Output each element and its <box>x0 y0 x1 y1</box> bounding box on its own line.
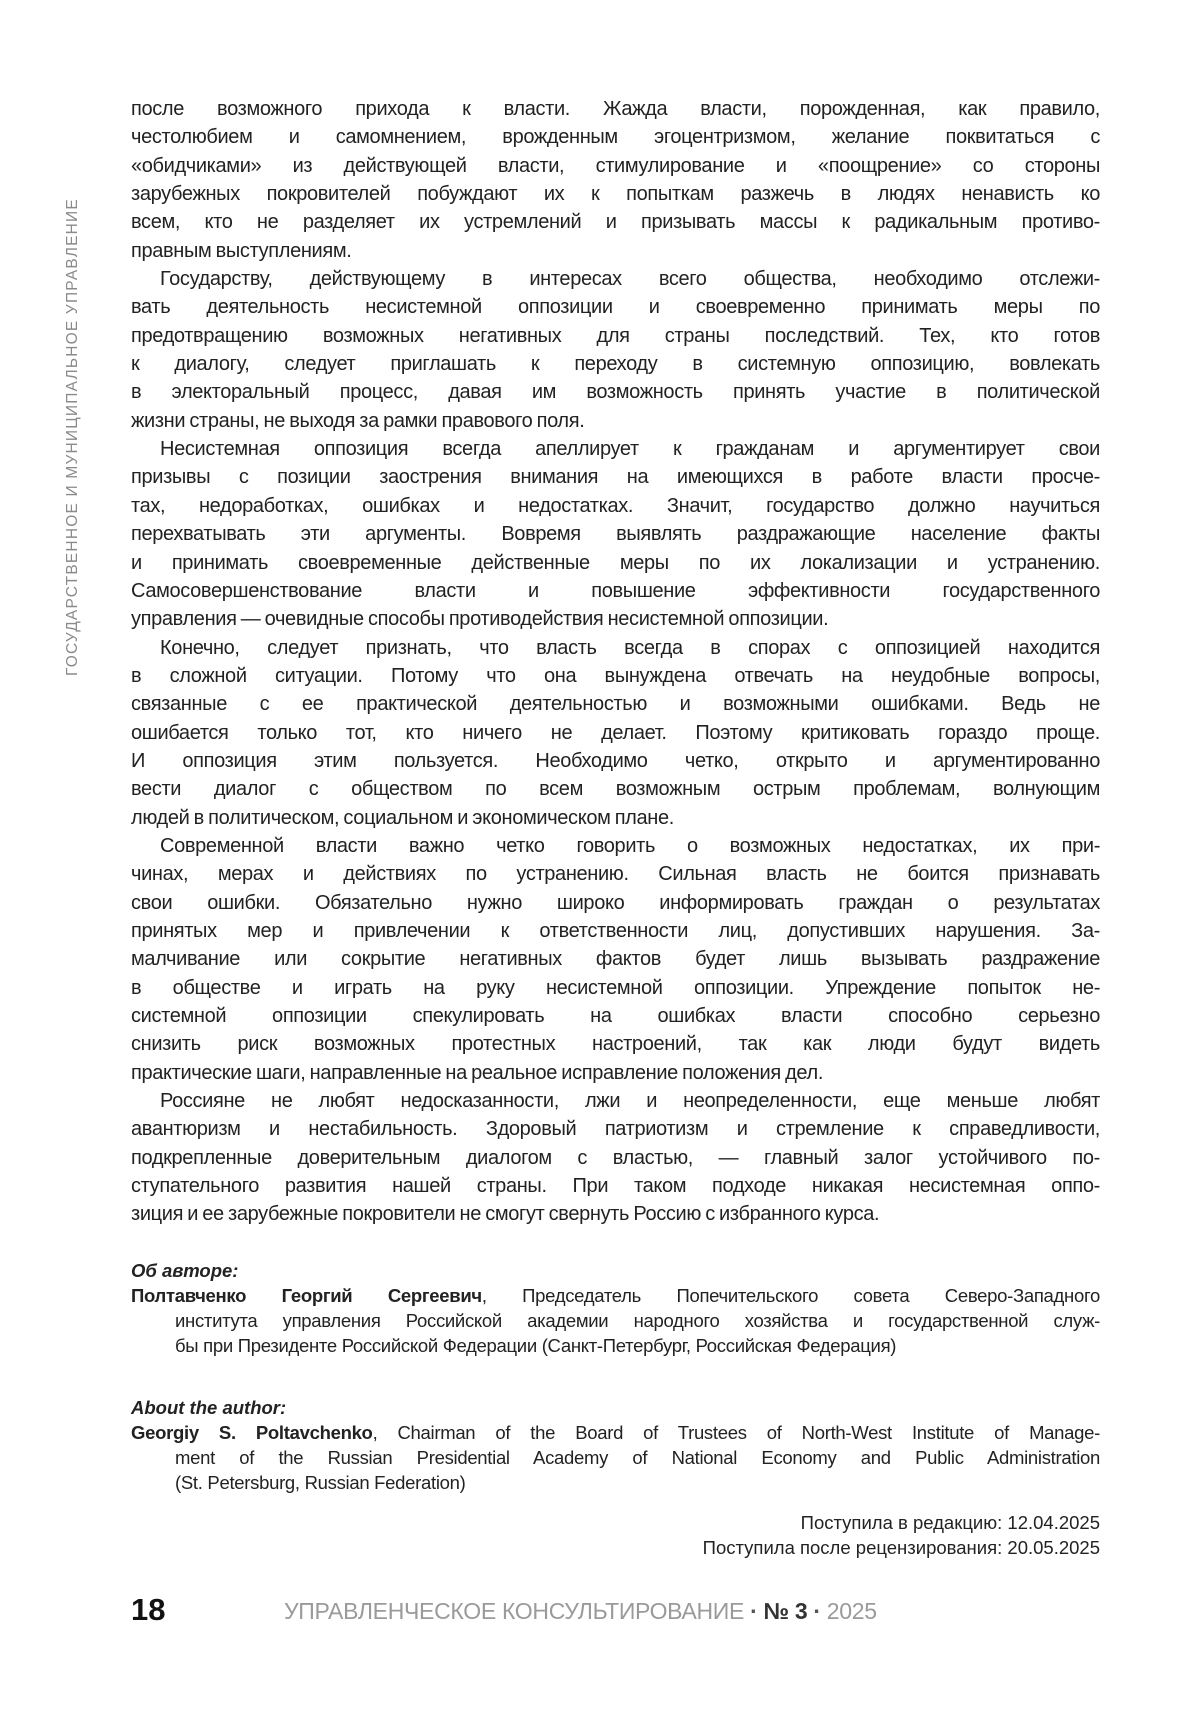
text-line: «обидчиками» из действующей власти, стимулирование и «поощрение» со стороны <box>131 152 1100 180</box>
section-running-head: ГОСУДАРСТВЕННОЕ И МУНИЦИПАЛЬНОЕ УПРАВЛЕНИЕ <box>64 96 82 676</box>
journal-title <box>284 1598 877 1625</box>
text-line: Несистемная оппозиция всегда апеллирует к гражданам и аргументирует свои <box>131 435 1100 463</box>
text-line: системной оппозиции спекулировать на ошибках власти способно серьезно <box>131 1002 1100 1030</box>
text-line: честолюбием и самомнением, врожденным эгоцентризмом, желание поквитаться с <box>131 123 1100 151</box>
about-author-heading: Об авторе: <box>131 1258 1100 1283</box>
page-number: 18 <box>131 1592 165 1628</box>
author-bio-line: института управления Российской академии народного хозяйства и государственной служ- <box>131 1308 1100 1333</box>
text-line: Современной власти важно четко говорить о возможных недостатках, их при- <box>131 832 1100 860</box>
text-line: тах, недоработках, ошибках и недостатках. Значит, государство должно научиться <box>131 492 1100 520</box>
text-line: вести диалог с обществом по всем возможным острым проблемам, волнующим <box>131 775 1100 803</box>
page-footer <box>131 1592 1100 1632</box>
about-author-heading: About the author: <box>131 1395 1100 1420</box>
text-line: в электоральный процесс, давая им возможность принять участие в политической <box>131 378 1100 406</box>
text-line: призывы с позиции заострения внимания на имеющихся в работе власти просче- <box>131 463 1100 491</box>
text-line: к диалогу, следует приглашать к переходу в системную оппозицию, вовлекать <box>131 350 1100 378</box>
author-bio-line: , Chairman of the Board of Trustees of North-West Institute of Manage- <box>373 1422 1100 1443</box>
paragraph <box>131 435 1100 633</box>
text-line: правным выступлениям. <box>131 237 1100 265</box>
text-line: практические шаги, направленные на реальное исправление положения дел. <box>131 1059 1100 1087</box>
separator: · <box>744 1598 763 1624</box>
about-author-en <box>131 1395 1100 1495</box>
text-line: свои ошибки. Обязательно нужно широко информировать граждан о результатах <box>131 889 1100 917</box>
text-line: вать деятельность несистемной оппозиции и своевременно принимать меры по <box>131 293 1100 321</box>
separator: · <box>807 1598 826 1624</box>
author-name: Georgiy S. Poltavchenko <box>131 1422 373 1443</box>
text-line: авантюризм и нестабильность. Здоровый патриотизм и стремление к справедливости, <box>131 1115 1100 1143</box>
text-line: снизить риск возможных протестных настроений, так как люди будут видеть <box>131 1030 1100 1058</box>
author-bio-line: , Председатель Попечительского совета Северо-Западного <box>482 1285 1100 1306</box>
text-line: после возможного прихода к власти. Жажда власти, порожденная, как правило, <box>131 95 1100 123</box>
text-line: всем, кто не разделяет их устремлений и призывать массы к радикальным противо- <box>131 208 1100 236</box>
article-body <box>131 95 1100 1229</box>
text-line: в обществе и играть на руку несистемной оппозиции. Упреждение попыток не- <box>131 974 1100 1002</box>
text-line: ступательного развития нашей страны. При таком подходе никакая несистемная оппо- <box>131 1172 1100 1200</box>
text-line: принятых мер и привлечении к ответственности лиц, допустивших нарушения. За- <box>131 917 1100 945</box>
received-date: Поступила в редакцию: 12.04.2025 <box>703 1510 1100 1535</box>
paragraph <box>131 634 1100 832</box>
paragraph <box>131 95 1100 265</box>
text-line: Государству, действующему в интересах всего общества, необходимо отслежи- <box>131 265 1100 293</box>
text-line: Самосовершенствование власти и повышение эффективности государственного <box>131 577 1100 605</box>
text-line: зиция и ее зарубежные покровители не смогут свернуть Россию с избранного курса. <box>131 1200 1100 1228</box>
paragraph <box>131 1087 1100 1229</box>
paragraph <box>131 832 1100 1087</box>
text-line: людей в политическом, социальном и экономическом плане. <box>131 804 1100 832</box>
paragraph <box>131 265 1100 435</box>
text-line: чинах, мерах и действиях по устранению. Сильная власть не боится признавать <box>131 860 1100 888</box>
journal-name: УПРАВЛЕНЧЕСКОЕ КОНСУЛЬТИРОВАНИЕ <box>284 1598 744 1624</box>
author-bio-line: ment of the Russian Presidential Academy of National Economy and Public Administration <box>131 1445 1100 1470</box>
author-bio-line: (St. Petersburg, Russian Federation) <box>131 1470 1100 1495</box>
text-line: подкрепленные доверительным диалогом с властью, — главный залог устойчивого по- <box>131 1144 1100 1172</box>
text-line: ошибается только тот, кто ничего не делает. Поэтому критиковать гораздо проще. <box>131 719 1100 747</box>
author-name: Полтавченко Георгий Сергеевич <box>131 1285 482 1306</box>
revised-date: Поступила после рецензирования: 20.05.2025 <box>703 1535 1100 1560</box>
text-line: и принимать своевременные действенные меры по их локализации и устранению. <box>131 549 1100 577</box>
text-line: И оппозиция этим пользуется. Необходимо четко, открыто и аргументированно <box>131 747 1100 775</box>
text-line: управления — очевидные способы противодействия несистемной оппозиции. <box>131 605 1100 633</box>
text-line: Конечно, следует признать, что власть всегда в спорах с оппозицией находится <box>131 634 1100 662</box>
about-author-ru <box>131 1258 1100 1358</box>
text-line: перехватывать эти аргументы. Вовремя выявлять раздражающие население факты <box>131 520 1100 548</box>
submission-dates <box>703 1510 1100 1560</box>
text-line: предотвращению возможных негативных для страны последствий. Тех, кто готов <box>131 322 1100 350</box>
text-line: связанные с ее практической деятельностью и возможными ошибками. Ведь не <box>131 690 1100 718</box>
text-line: зарубежных покровителей побуждают их к попыткам разжечь в людях ненависть ко <box>131 180 1100 208</box>
text-line: жизни страны, не выходя за рамки правового поля. <box>131 407 1100 435</box>
text-line: Россияне не любят недосказанности, лжи и неопределенности, еще меньше любят <box>131 1087 1100 1115</box>
journal-year: 2025 <box>827 1598 877 1624</box>
issue-number: № 3 <box>763 1598 807 1624</box>
text-line: в сложной ситуации. Потому что она вынуждена отвечать на неудобные вопросы, <box>131 662 1100 690</box>
text-line: малчивание или сокрытие негативных фактов будет лишь вызывать раздражение <box>131 945 1100 973</box>
author-bio-line: бы при Президенте Российской Федерации (Санкт-Петербург, Российская Федерация) <box>131 1333 1100 1358</box>
